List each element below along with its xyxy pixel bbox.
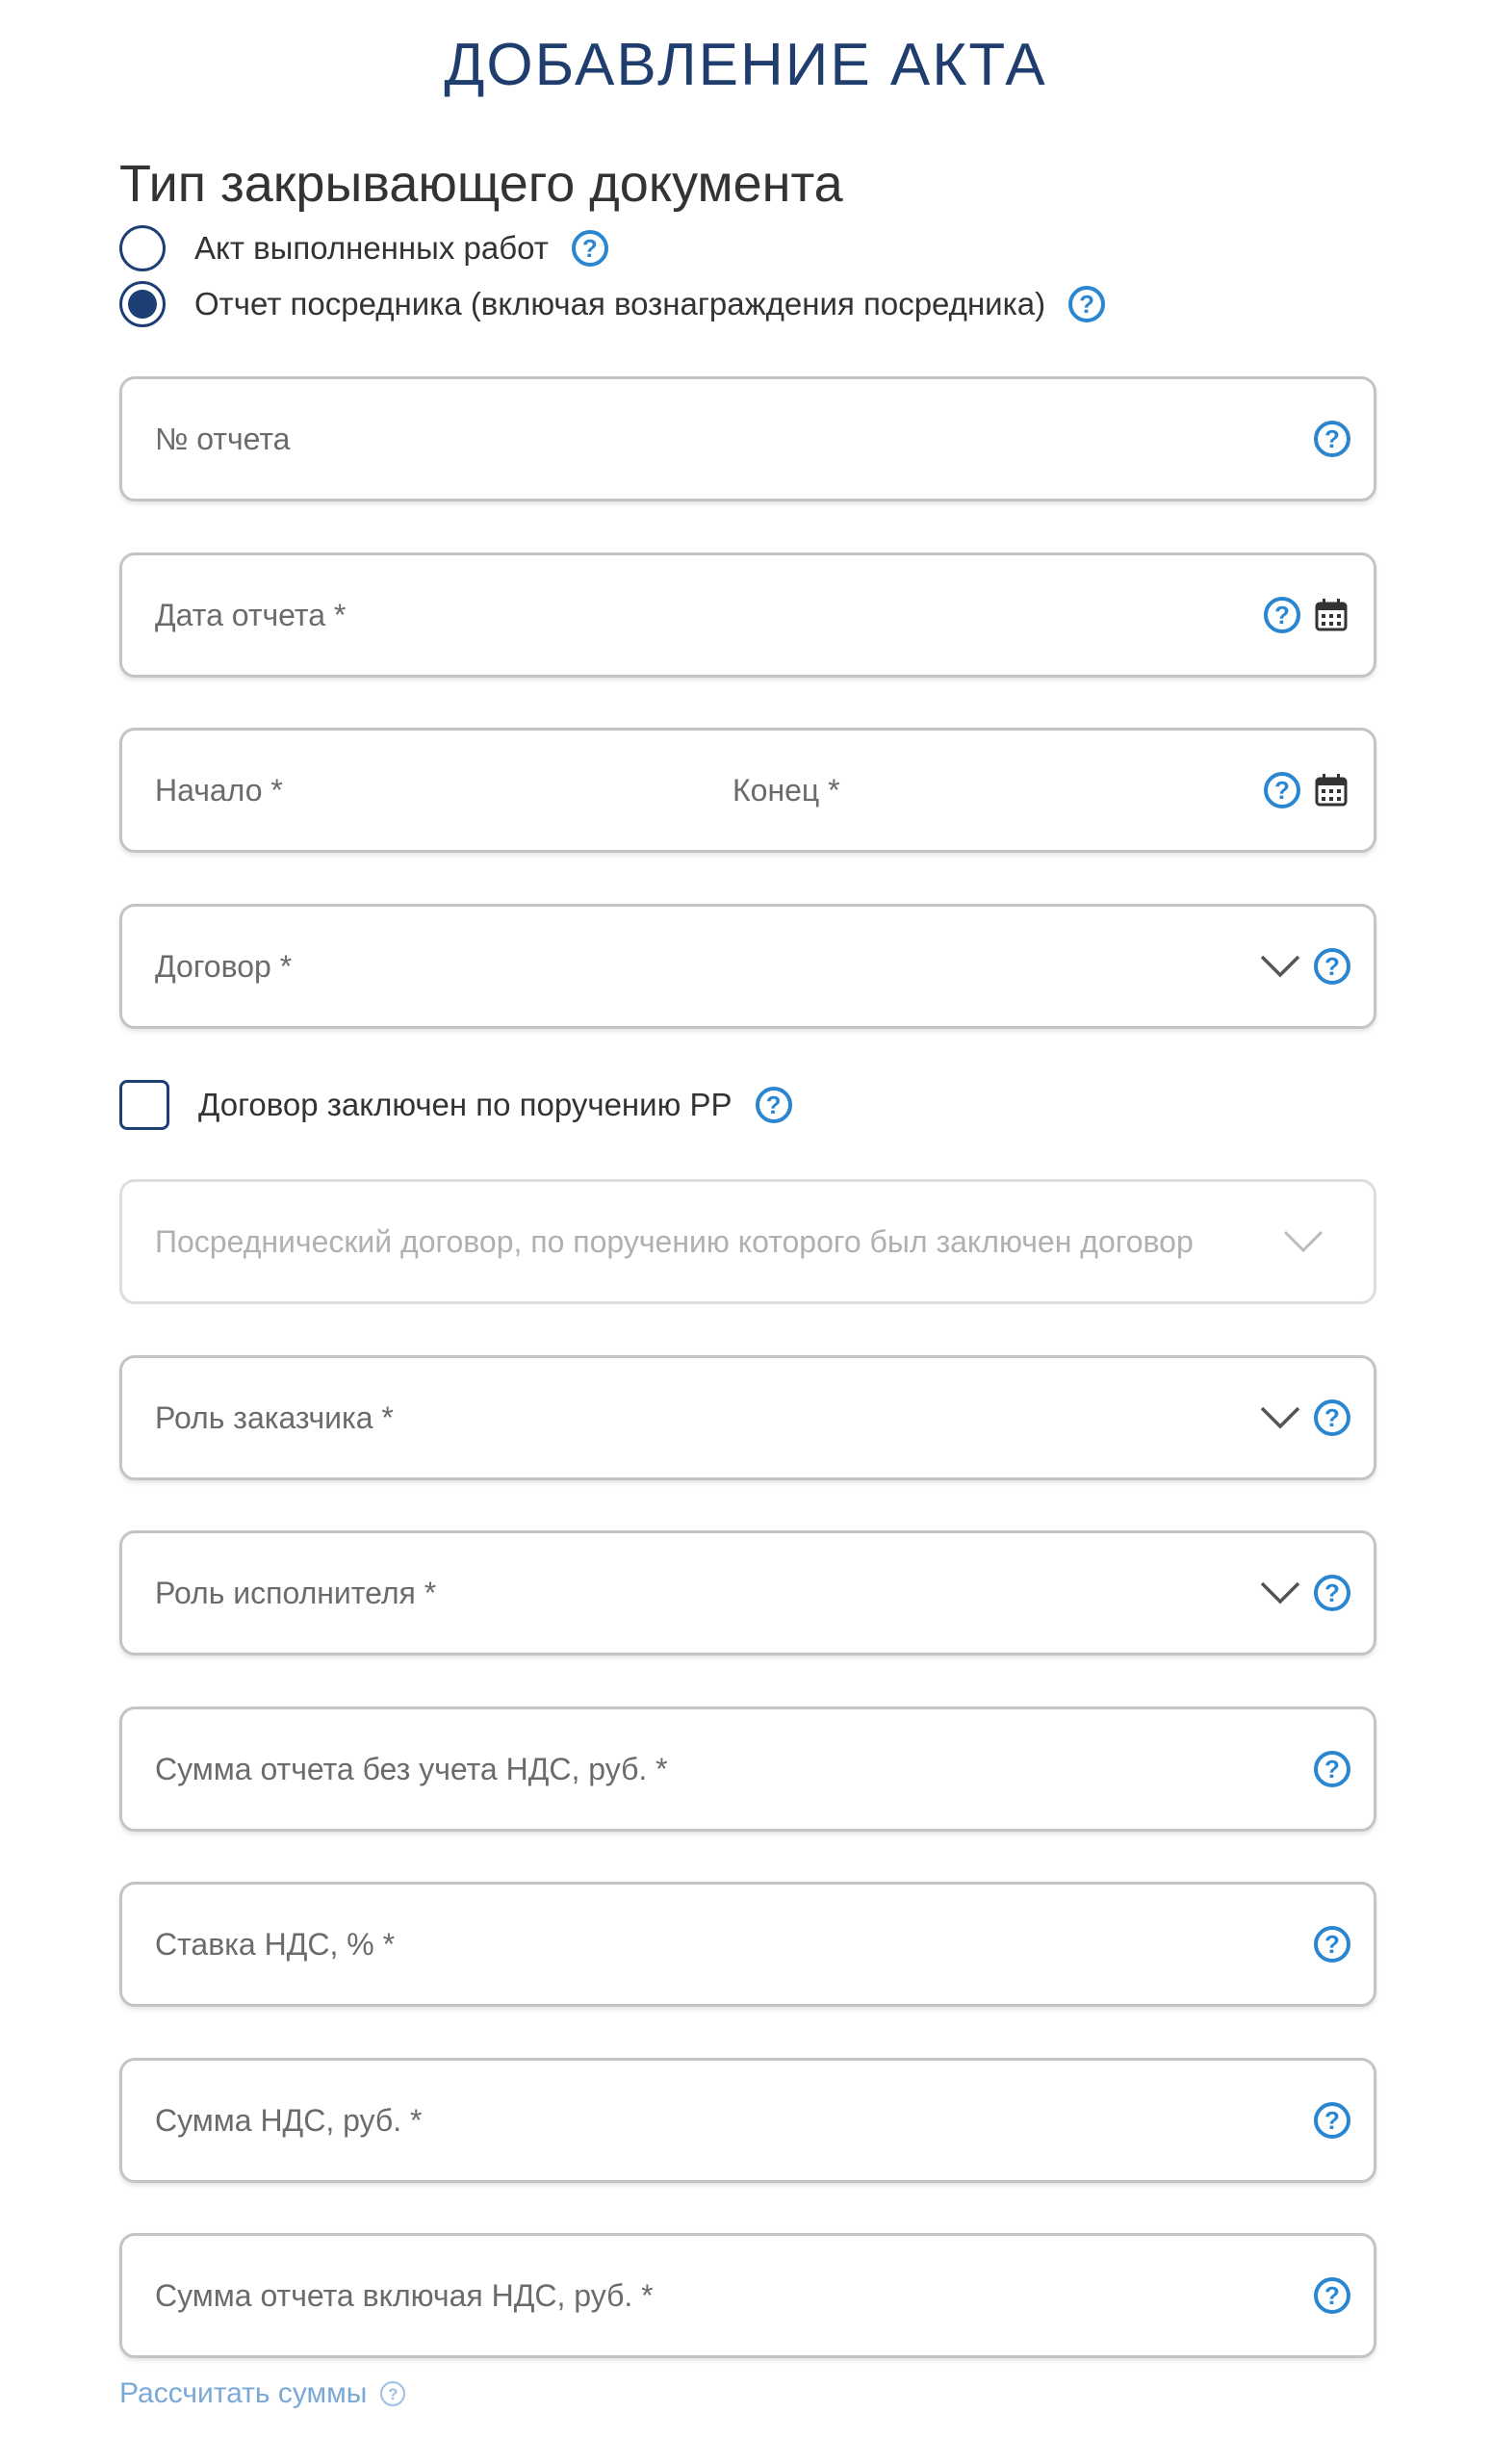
period-start-placeholder: Начало * [155,773,283,808]
field-placeholder: Роль исполнителя * [155,1576,437,1610]
question-circle-icon[interactable]: ? [1314,1575,1350,1611]
field-placeholder: Сумма отчета без учета НДС, руб. * [155,1752,668,1786]
checkbox-label: Договор заключен по поручению РР [198,1087,733,1122]
doc-type-label: Тип закрывающего документа [119,155,843,213]
question-circle-icon[interactable]: ? [1264,597,1300,633]
question-circle-icon[interactable]: ? [1314,2102,1350,2139]
radio-button-selected[interactable] [119,281,166,327]
report-date-field[interactable] [119,552,1376,678]
calendar-icon[interactable] [1312,596,1350,634]
ordered-by-rr-checkbox[interactable] [119,1080,169,1130]
calculate-sums-link[interactable] [119,2377,405,2410]
customer-role-select[interactable] [119,1355,1376,1480]
field-placeholder: Роль заказчика * [155,1400,394,1435]
radio-act-of-work[interactable] [119,219,608,277]
chevron-down-icon[interactable] [1281,1219,1325,1264]
question-circle-icon[interactable]: ? [1314,948,1350,985]
question-circle-icon[interactable]: ? [1314,2277,1350,2314]
field-placeholder: Сумма НДС, руб. * [155,2103,423,2138]
question-circle-icon[interactable]: ? [1314,1399,1350,1436]
question-circle-icon[interactable]: ? [1314,421,1350,457]
radio-button[interactable] [119,225,166,271]
question-circle-icon[interactable]: ? [1264,772,1300,808]
contract-select[interactable] [119,904,1376,1029]
question-circle-icon[interactable]: ? [380,2381,405,2406]
question-circle-icon[interactable]: ? [1314,1751,1350,1787]
calculate-sums-label[interactable]: Рассчитать суммы [119,2377,368,2409]
question-circle-icon[interactable]: ? [572,230,608,267]
radio-label: Акт выполненных работ [194,230,549,266]
field-placeholder: Сумма отчета включая НДС, руб. * [155,2278,654,2313]
ordered-by-rr-checkbox-row[interactable] [119,1076,792,1134]
chevron-down-icon[interactable] [1258,1396,1302,1440]
field-placeholder: № отчета [155,422,291,456]
period-field[interactable] [119,728,1376,853]
question-circle-icon[interactable]: ? [756,1087,792,1123]
period-end-placeholder: Конец * [733,773,840,808]
field-placeholder: Посреднический договор, по поручению которого был заключен договор [155,1224,1194,1259]
sum-with-vat-field[interactable] [119,2233,1376,2358]
vat-rate-field[interactable] [119,1882,1376,2007]
field-placeholder: Дата отчета * [155,598,347,632]
field-placeholder: Ставка НДС, % * [155,1927,396,1962]
report-number-field[interactable] [119,376,1376,501]
contractor-role-select[interactable] [119,1530,1376,1656]
intermediary-contract-select[interactable] [119,1179,1376,1304]
sum-without-vat-field[interactable] [119,1707,1376,1832]
chevron-down-icon[interactable] [1258,1571,1302,1615]
field-placeholder: Договор * [155,949,293,984]
page-title: ДОБАВЛЕНИЕ АКТА [444,32,1047,98]
vat-sum-field[interactable] [119,2058,1376,2183]
radio-label: Отчет посредника (включая вознаграждения посредника) [194,286,1046,321]
question-circle-icon[interactable]: ? [1314,1926,1350,1963]
radio-agent-report[interactable] [119,275,1105,333]
chevron-down-icon[interactable] [1258,944,1302,988]
question-circle-icon[interactable]: ? [1068,286,1105,322]
calendar-icon[interactable] [1312,771,1350,809]
